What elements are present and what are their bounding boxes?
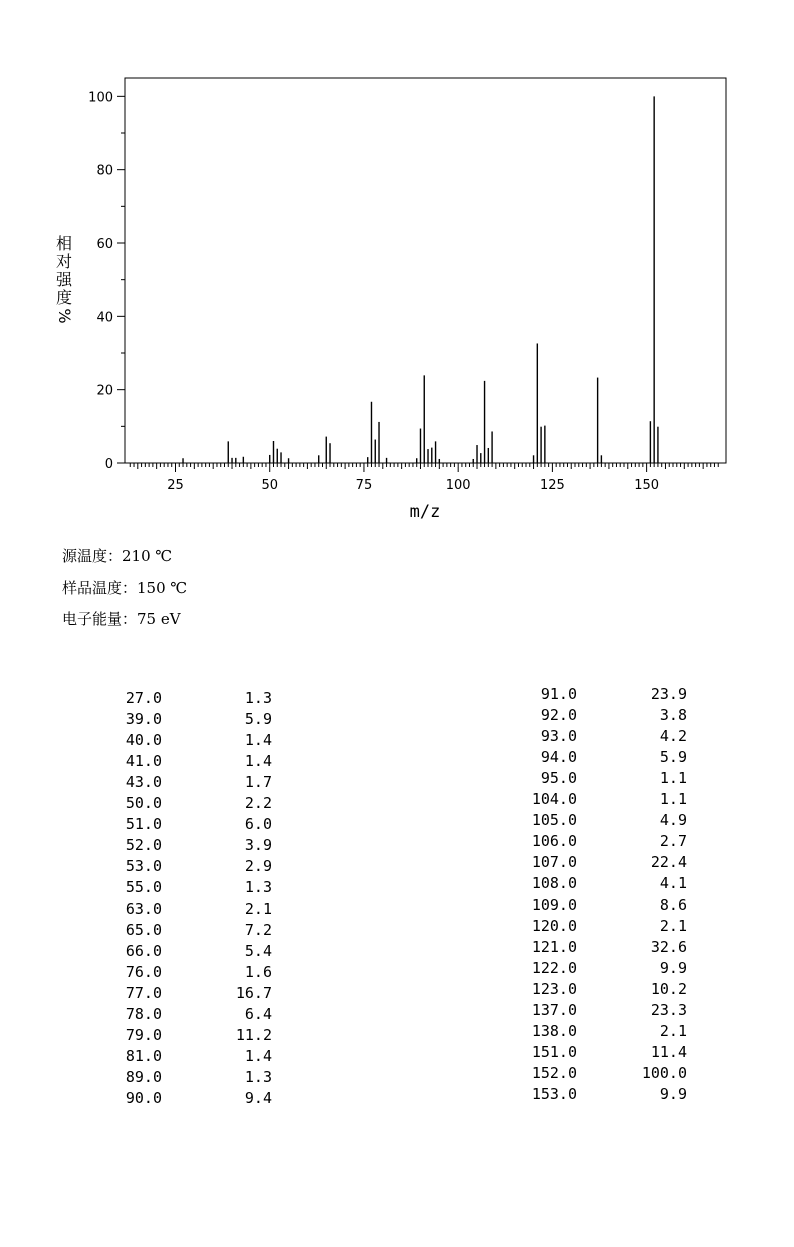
peak-row	[0, 857, 400, 878]
peak-intensity: 1.4	[244, 731, 272, 750]
peak-intensity: 4.9	[659, 811, 687, 830]
peak-intensity: 8.6	[659, 895, 687, 914]
peak-mz: 27.0	[125, 689, 162, 707]
x-tick-label: 150	[634, 478, 660, 493]
y-tick-label: 40	[96, 310, 113, 326]
y-axis-title-char: 度	[55, 288, 73, 307]
peak-row	[400, 1064, 794, 1085]
peak-row	[400, 938, 794, 959]
x-tick-label: 25	[167, 478, 184, 493]
x-tick-label: 100	[445, 478, 471, 493]
peak-row	[400, 748, 794, 769]
peak-mz: 94.0	[540, 748, 577, 767]
peak-mz: 105.0	[531, 811, 577, 830]
peak-intensity: 2.1	[244, 899, 272, 918]
peak-intensity: 11.2	[235, 1025, 272, 1044]
peak-row	[0, 1068, 400, 1089]
peak-row	[400, 1001, 794, 1022]
mass-spectrum-chart	[0, 0, 794, 530]
peak-row	[0, 900, 400, 921]
peak-mz: 91.0	[540, 685, 577, 703]
peak-mz: 51.0	[125, 815, 162, 834]
peak-row	[0, 710, 400, 731]
peak-mz: 65.0	[125, 920, 162, 939]
source-temperature: 源温度：210 ℃	[62, 547, 173, 565]
peak-row	[400, 980, 794, 1001]
peak-mz: 63.0	[125, 899, 162, 918]
peak-row	[400, 706, 794, 727]
peak-mz: 152.0	[531, 1063, 577, 1082]
peak-intensity: 9.9	[659, 958, 687, 977]
x-tick-label: 50	[261, 478, 278, 493]
peak-row	[400, 896, 794, 917]
peak-mz: 120.0	[531, 916, 577, 935]
peak-mz: 107.0	[531, 853, 577, 872]
peak-intensity: 3.9	[244, 836, 272, 855]
peak-mz: 77.0	[125, 983, 162, 1002]
y-tick-label: 60	[96, 237, 113, 252]
x-tick-label: 125	[539, 478, 565, 493]
peak-intensity: 2.1	[659, 916, 687, 935]
peak-row	[400, 685, 794, 706]
y-tick-label: 0	[104, 457, 113, 472]
peak-mz: 93.0	[540, 727, 577, 746]
y-axis-title	[55, 234, 74, 324]
peak-intensity: 23.9	[650, 685, 687, 703]
peak-mz: 39.0	[125, 710, 162, 729]
peak-mz: 95.0	[540, 769, 577, 788]
peak-intensity: 1.3	[244, 878, 272, 897]
peak-row	[400, 769, 794, 790]
peak-intensity: 2.9	[244, 857, 272, 876]
peak-intensity: 1.7	[244, 773, 272, 792]
peak-row	[0, 963, 400, 984]
peak-row	[0, 815, 400, 836]
peak-intensity: 32.6	[650, 937, 687, 956]
peak-mz: 43.0	[125, 773, 162, 792]
y-axis	[88, 90, 125, 472]
peak-intensity: 1.1	[659, 790, 687, 809]
peak-row	[0, 921, 400, 942]
peak-intensity: 100.0	[641, 1063, 687, 1082]
peak-intensity: 5.9	[659, 748, 687, 767]
peak-row	[0, 984, 400, 1005]
peak-row	[400, 1043, 794, 1064]
peak-mz: 53.0	[125, 857, 162, 876]
peak-row	[400, 832, 794, 853]
peak-row	[0, 836, 400, 857]
peak-intensity: 7.2	[244, 920, 272, 939]
peak-intensity: 2.2	[244, 794, 272, 813]
peak-intensity: 10.2	[650, 979, 687, 998]
y-axis-title-char: %	[55, 308, 74, 324]
peak-row	[0, 1089, 400, 1110]
electron-energy: 电子能量：75 eV	[62, 610, 181, 628]
peak-mz: 81.0	[125, 1046, 162, 1065]
peak-row	[400, 959, 794, 980]
peak-row	[0, 773, 400, 794]
peak-intensity: 1.4	[244, 1046, 272, 1065]
peak-row	[0, 1047, 400, 1068]
peak-mz: 55.0	[125, 878, 162, 897]
peak-mz: 121.0	[531, 937, 577, 956]
peak-intensity: 23.3	[650, 1000, 687, 1019]
peak-intensity: 1.4	[244, 752, 272, 771]
peak-mz: 41.0	[125, 752, 162, 771]
peak-intensity: 1.1	[659, 769, 687, 788]
peak-mz: 90.0	[125, 1088, 162, 1107]
peak-table-right	[400, 685, 794, 1115]
peak-intensity: 11.4	[650, 1042, 687, 1061]
x-axis-title: m/z	[409, 502, 441, 522]
peak-intensity: 22.4	[650, 853, 687, 872]
y-tick-label: 100	[88, 90, 113, 106]
peak-row	[400, 790, 794, 811]
peak-intensity: 6.4	[244, 1004, 272, 1023]
peak-intensity: 4.1	[659, 874, 687, 893]
x-axis	[130, 463, 718, 493]
peak-intensity: 2.1	[659, 1021, 687, 1040]
peak-row	[0, 731, 400, 752]
peak-row	[400, 853, 794, 874]
peak-mz: 151.0	[531, 1042, 577, 1061]
peak-mz: 50.0	[125, 794, 162, 813]
peak-row	[0, 1005, 400, 1026]
peak-row	[400, 811, 794, 832]
peak-row	[0, 689, 400, 710]
peak-mz: 153.0	[531, 1084, 577, 1103]
peak-mz: 40.0	[125, 731, 162, 750]
peak-mz: 52.0	[125, 836, 162, 855]
peak-row	[0, 794, 400, 815]
peak-intensity: 1.6	[244, 962, 272, 981]
peak-row	[400, 874, 794, 895]
peak-row	[400, 1085, 794, 1106]
plot-frame	[125, 78, 726, 463]
y-tick-label: 20	[96, 383, 113, 399]
peak-mz: 104.0	[531, 790, 577, 809]
peak-row	[0, 942, 400, 963]
peak-intensity: 3.8	[659, 706, 687, 725]
peak-intensity: 2.7	[659, 832, 687, 851]
peak-row	[400, 917, 794, 938]
peak-mz: 79.0	[125, 1025, 162, 1044]
peak-mz: 123.0	[531, 979, 577, 998]
peak-intensity: 9.9	[659, 1084, 687, 1103]
peak-intensity: 6.0	[244, 815, 272, 834]
peak-mz: 138.0	[531, 1021, 577, 1040]
y-axis-title-char: 相	[55, 234, 73, 253]
peak-intensity: 4.2	[659, 727, 687, 746]
peak-mz: 78.0	[125, 1004, 162, 1023]
peak-mz: 92.0	[540, 706, 577, 725]
peak-intensity: 5.4	[244, 941, 272, 960]
x-tick-label: 75	[355, 478, 373, 493]
peak-row	[400, 727, 794, 748]
peak-table-left	[0, 689, 400, 1119]
y-tick-label: 80	[96, 163, 113, 179]
peak-mz: 137.0	[531, 1000, 577, 1019]
peak-bars	[183, 96, 658, 463]
peak-row	[0, 1026, 400, 1047]
peak-intensity: 1.3	[244, 1067, 272, 1086]
peak-mz: 122.0	[531, 958, 577, 977]
peak-mz: 89.0	[125, 1067, 162, 1086]
peak-intensity: 9.4	[244, 1088, 272, 1107]
peak-intensity: 5.9	[244, 710, 272, 729]
peak-intensity: 16.7	[235, 983, 272, 1002]
sample-temperature: 样品温度：150 ℃	[62, 579, 188, 597]
peak-mz: 66.0	[125, 941, 162, 960]
peak-row	[0, 878, 400, 899]
peak-mz: 108.0	[531, 874, 577, 893]
peak-mz: 109.0	[531, 895, 577, 914]
y-axis-title-char: 对	[55, 252, 73, 271]
peak-row	[400, 1022, 794, 1043]
y-axis-title-char: 强	[55, 270, 73, 289]
peak-intensity: 1.3	[244, 689, 272, 707]
peak-row	[0, 752, 400, 773]
peak-mz: 106.0	[531, 832, 577, 851]
peak-mz: 76.0	[125, 962, 162, 981]
